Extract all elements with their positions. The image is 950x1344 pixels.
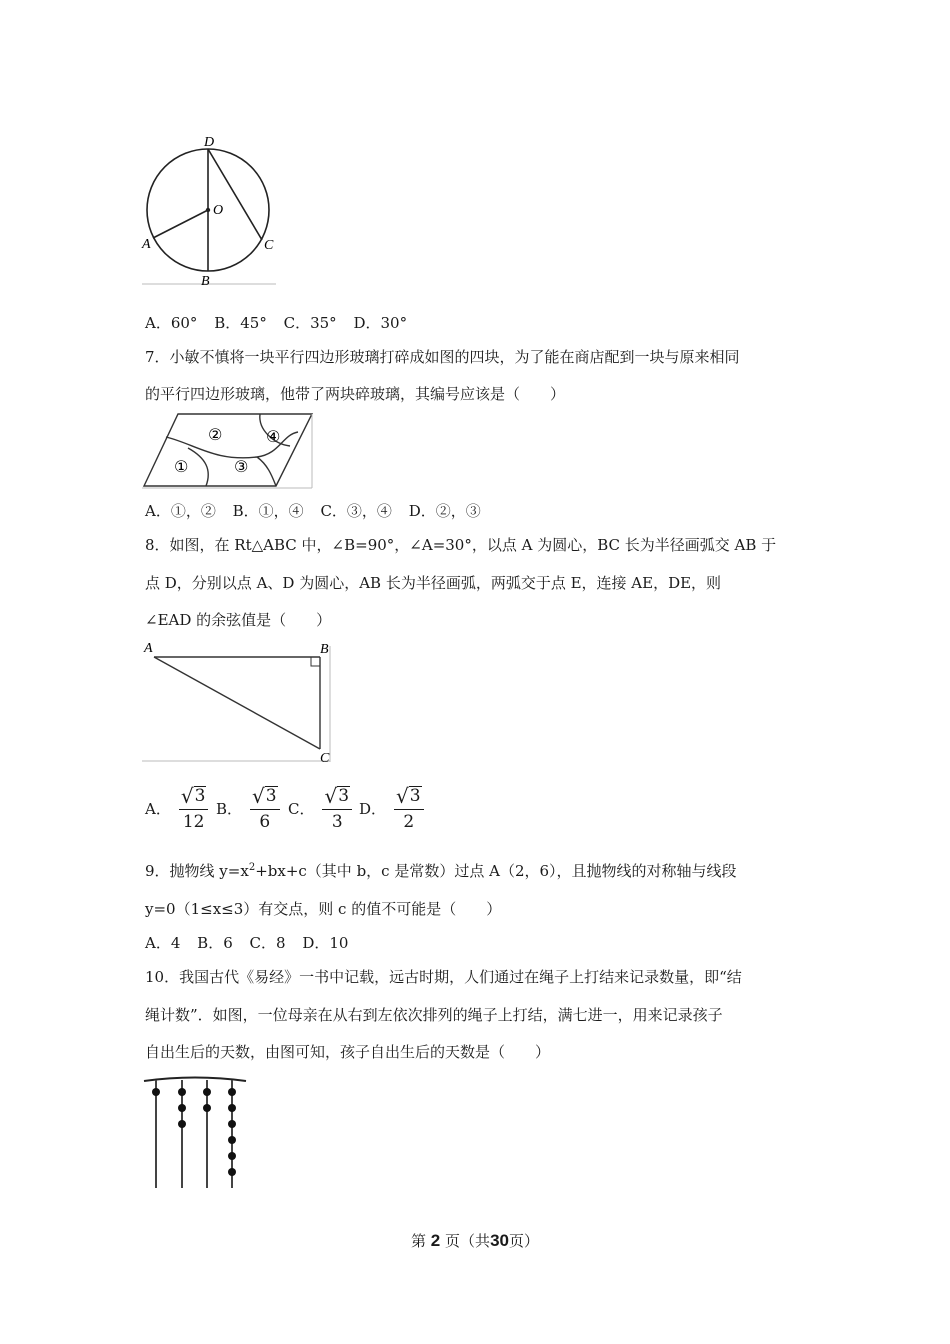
knot <box>178 1104 186 1112</box>
q10-knotted-ropes-figure <box>140 1072 250 1192</box>
q6-options <box>145 312 419 333</box>
q8-label-b: B <box>320 642 329 657</box>
knot <box>228 1152 236 1160</box>
knot <box>228 1136 236 1144</box>
q6-option-c: C．35° <box>283 314 337 332</box>
q8-option-a-radicand: 3 <box>194 786 206 806</box>
q6-label-o: O <box>213 203 224 218</box>
q7-piece-1: ① <box>174 457 189 476</box>
knot <box>178 1088 186 1096</box>
q7-option-c: C．③，④ <box>320 502 392 520</box>
q8-label-c: C <box>320 751 330 766</box>
q7-option-d: D．②，③ <box>408 502 481 520</box>
knot <box>203 1088 211 1096</box>
q8-label-a: A <box>144 641 153 656</box>
q8-option-b-radicand: 3 <box>265 786 277 806</box>
q6-label-a: A <box>142 237 151 252</box>
q6-option-d: D．30° <box>353 314 408 332</box>
q6-option-a: A．60° <box>145 314 198 332</box>
q9-text-line-2: y=0（1≤x≤3）有交点，则 c 的值不可能是（ ） <box>145 900 502 918</box>
q8-option-c-radicand: 3 <box>338 786 350 806</box>
q8-option-b: B． √ 3 6 <box>216 786 280 831</box>
knot <box>178 1120 186 1128</box>
q9-text-line-1: 9．抛物线 $y=x^2+bx+c$（其中 b，c 是常数）过点 A（2，6），且抛物线的对称轴与线段 <box>145 862 737 880</box>
q10-text-line-3: 自出生后的天数，由图可知，孩子自出生后的天数是（ ） <box>145 1043 551 1061</box>
q9-options <box>145 932 360 953</box>
q8-option-a: A． √ 3 12 <box>145 786 208 831</box>
q6-circle-figure <box>140 132 280 292</box>
knot <box>228 1120 236 1128</box>
q8-option-b-denominator: 6 <box>259 812 271 832</box>
q6-option-b: B．45° <box>214 314 267 332</box>
q8-text-line-2: 点 D，分别以点 A、D 为圆心，AB 长为半径画弧，两弧交于点 E，连接 AE，DE，则 <box>145 574 722 592</box>
q8-text-line-1: 8．如图，在 Rt△ABC 中，∠B=90°，∠A=30°，以点 A 为圆心，BC 长为半径画弧交 AB 于 <box>145 536 777 554</box>
knot <box>228 1104 236 1112</box>
knot <box>203 1104 211 1112</box>
q8-option-d-denominator: 2 <box>403 812 415 832</box>
q7-text-line-2: 的平行四边形玻璃，他带了两块碎玻璃，其编号应该是（ ） <box>145 385 566 403</box>
q8-option-d: D． √ 3 2 <box>359 786 424 831</box>
q10-text-line-2: 绳计数”．如图，一位母亲在从右到左依次排列的绳子上打结，满七进一，用来记录孩子 <box>145 1006 723 1024</box>
q7-option-b: B．①，④ <box>232 502 304 520</box>
q8-option-c: C． √ 3 3 <box>288 786 352 831</box>
q7-piece-3: ③ <box>234 457 249 476</box>
q8-option-a-denominator: 12 <box>182 812 205 832</box>
q10-text-line-1: 10．我国古代《易经》一书中记载，远古时期，人们通过在绳子上打结来记录数量，即“结 <box>145 968 742 986</box>
page-total: 30 <box>490 1231 509 1250</box>
q9-option-b: B．6 <box>197 934 233 952</box>
knot <box>228 1168 236 1176</box>
q7-options <box>145 500 493 521</box>
q7-parallelogram-figure <box>140 410 318 492</box>
q9-option-d: D．10 <box>302 934 349 952</box>
q8-triangle-figure <box>140 638 340 766</box>
knot <box>228 1088 236 1096</box>
q8-option-c-denominator: 3 <box>331 812 343 832</box>
q8-text-line-3: ∠EAD 的余弦值是（ ） <box>145 611 332 629</box>
q9-option-c: C．8 <box>249 934 286 952</box>
q7-option-a: A．①，② <box>145 502 216 520</box>
q7-piece-4: ④ <box>266 427 281 446</box>
page-footer: 第 2 页（共30页） <box>411 1231 539 1250</box>
q6-label-d: D <box>204 135 215 150</box>
q6-label-b: B <box>201 274 210 289</box>
q7-piece-2: ② <box>208 425 223 444</box>
q6-label-c: C <box>264 238 274 253</box>
page-number: 2 <box>430 1231 441 1250</box>
knot <box>152 1088 160 1096</box>
q7-text-line-1: 7．小敏不慎将一块平行四边形玻璃打碎成如图的四块，为了能在商店配到一块与原来相同 <box>145 348 740 366</box>
q9-option-a: A．4 <box>145 934 181 952</box>
q8-option-d-radicand: 3 <box>409 786 421 806</box>
